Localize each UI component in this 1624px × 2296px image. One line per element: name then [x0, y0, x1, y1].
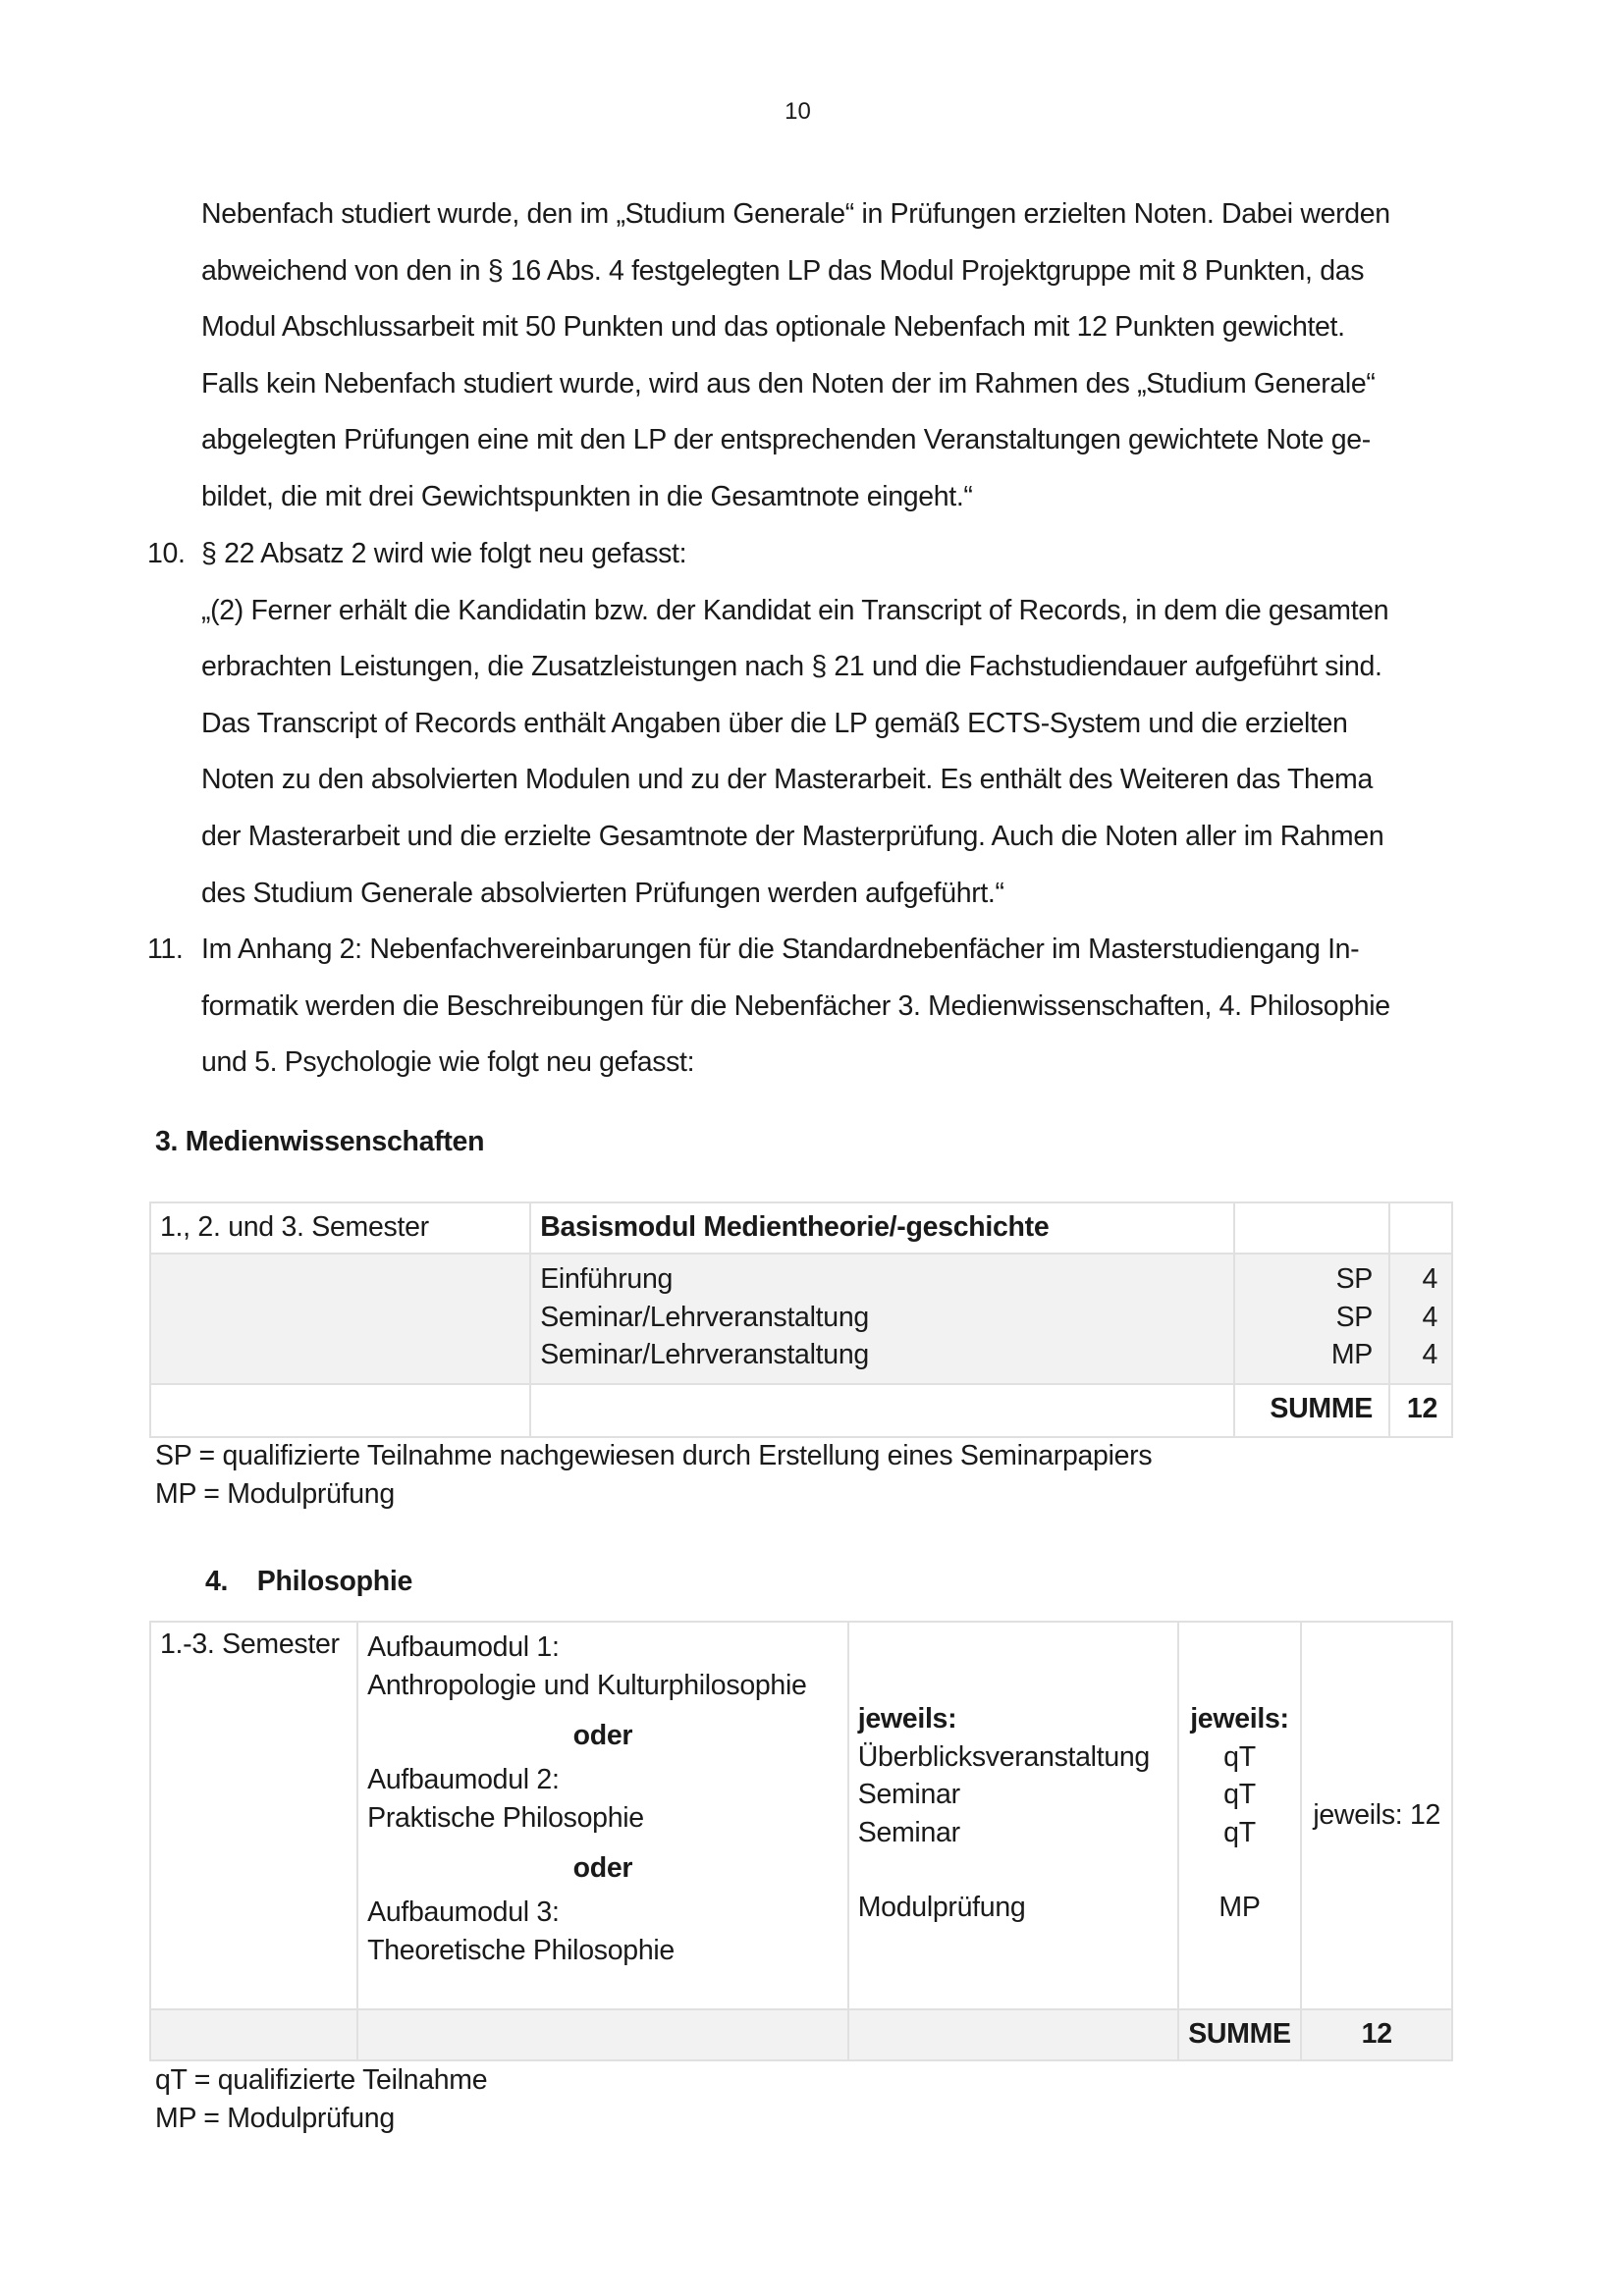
course-name: Überblicksveranstaltung	[857, 1740, 1150, 1773]
course-type-cell	[1234, 1254, 1389, 1384]
text-line: Im Anhang 2: Nebenfachvereinbarungen für die Standardnebenfächer im Masterstudiengang In-	[201, 934, 1360, 966]
course-lp: 4	[1422, 1339, 1437, 1370]
amendment-item-10	[147, 526, 1478, 922]
sum-label: SUMME	[1178, 2009, 1302, 2060]
legend-line: MP = Modulprüfung	[155, 1477, 395, 1510]
empty-cell	[530, 1384, 1234, 1437]
course-type: SP	[1335, 1263, 1373, 1295]
text-line: erbrachten Leistungen, die Zusatzleistungen nach § 21 und die Fachstudiendauer aufgeführt sind.	[201, 651, 1382, 683]
medien-legend	[155, 1437, 1152, 1513]
heading-text: Philosophie	[256, 1566, 413, 1597]
table-row	[150, 1384, 1452, 1437]
table-row	[150, 1622, 1452, 2009]
medien-table	[149, 1201, 1453, 1438]
exam-type: MP	[1218, 1892, 1261, 1923]
text-line: Das Transcript of Records enthält Angaben über die LP gemäß ECTS-System und die erzielten	[201, 707, 1348, 739]
or-label: oder	[572, 1852, 633, 1884]
courses-cell	[530, 1254, 1234, 1384]
module-name: Theoretische Philosophie	[367, 1934, 675, 1966]
course-type: qT	[1223, 1740, 1256, 1773]
sum-label: SUMME	[1234, 1384, 1389, 1437]
course-lp: 4	[1422, 1263, 1437, 1295]
body-text	[201, 187, 1478, 526]
amendment-item-11	[147, 922, 1478, 1092]
semester-cell: 1., 2. und 3. Semester	[150, 1202, 530, 1254]
text-line: und 5. Psychologie wie folgt neu gefasst:	[201, 1046, 695, 1079]
course-name: Seminar/Lehrveranstaltung	[540, 1301, 869, 1333]
philo-legend	[155, 2061, 487, 2137]
text-line: des Studium Generale absolvierten Prüfungen werden aufgeführt.“	[201, 877, 1004, 909]
course-type: qT	[1223, 1816, 1256, 1848]
empty-cell	[150, 1254, 530, 1384]
or-label: oder	[572, 1720, 633, 1751]
course-type: SP	[1335, 1301, 1373, 1333]
heading-number: 4.	[205, 1566, 229, 1597]
text-line: abgelegten Prüfungen eine mit den LP der entsprechenden Veranstaltungen gewichtete Note ge-	[201, 424, 1371, 456]
sum-value: 12	[1301, 2009, 1452, 2060]
amendment-list	[147, 526, 1478, 1092]
text-line: § 22 Absatz 2 wird wie folgt neu gefasst:	[201, 538, 687, 569]
item-number: 11.	[147, 934, 184, 966]
continuation-paragraph	[201, 187, 1478, 526]
module-label: Aufbaumodul 3:	[367, 1896, 560, 1928]
legend-line: qT = qualifizierte Teilnahme	[155, 2064, 488, 2096]
course-name: Einführung	[540, 1263, 674, 1295]
course-type: qT	[1223, 1779, 1256, 1810]
empty-cell	[1234, 1202, 1389, 1254]
text-line: der Masterarbeit und die erzielte Gesamtnote der Masterprüfung. Auch die Noten aller im Rahmen	[201, 820, 1384, 852]
text-line: Modul Abschlussarbeit mit 50 Punkten und das optionale Nebenfach mit 12 Punkten gewichtet.	[201, 311, 1345, 344]
course-name: Seminar	[857, 1779, 960, 1810]
page-number: 10	[785, 98, 811, 125]
module-title-cell: Basismodul Medientheorie/-geschichte	[530, 1202, 1234, 1254]
empty-cell	[150, 2009, 357, 2060]
section-heading-philo	[205, 1566, 412, 1598]
course-lp: 4	[1422, 1301, 1437, 1333]
text-line: „(2) Ferner erhält die Kandidatin bzw. der Kandidat ein Transcript of Records, in dem die gesamten	[201, 594, 1389, 626]
course-name: Seminar/Lehrveranstaltung	[540, 1339, 869, 1370]
text-line: bildet, die mit drei Gewichtspunkten in die Gesamtnote eingeht.“	[201, 480, 973, 512]
text-line: formatik werden die Beschreibungen für die Nebenfächer 3. Medienwissenschaften, 4. Philosophie	[201, 989, 1390, 1022]
philo-table	[149, 1621, 1453, 2061]
text-line: Falls kein Nebenfach studiert wurde, wird aus den Noten der im Rahmen des „Studium Generale“	[201, 367, 1376, 400]
empty-cell	[357, 2009, 848, 2060]
course-exam: Modulprüfung	[857, 1892, 1026, 1923]
course-type: MP	[1330, 1339, 1373, 1370]
item-number: 10.	[147, 538, 186, 569]
semester-cell: 1.-3. Semester	[150, 1622, 357, 2009]
empty-cell	[150, 1384, 530, 1437]
types-cell	[1178, 1622, 1302, 2009]
types-head: jeweils:	[1190, 1703, 1289, 1735]
sum-value: 12	[1389, 1384, 1452, 1437]
empty-cell	[848, 2009, 1178, 2060]
module-name: Anthropologie und Kulturphilosophie	[367, 1669, 807, 1701]
modules-cell	[357, 1622, 848, 2009]
table-row	[150, 1202, 1452, 1254]
legend-line: MP = Modulprüfung	[155, 2102, 395, 2134]
module-label: Aufbaumodul 2:	[367, 1764, 560, 1795]
courses-cell	[848, 1622, 1178, 2009]
text-line: Noten zu den absolvierten Modulen und zu der Masterarbeit. Es enthält des Weiteren das Thema	[201, 764, 1373, 796]
lp-cell: jeweils: 12	[1301, 1622, 1452, 2009]
table-row	[150, 2009, 1452, 2060]
legend-line: SP = qualifizierte Teilnahme nachgewiesen durch Erstellung eines Seminarpapiers	[155, 1440, 1153, 1471]
courses-head: jeweils:	[857, 1703, 957, 1735]
course-name: Seminar	[857, 1816, 960, 1848]
module-name: Praktische Philosophie	[367, 1801, 644, 1834]
table-row	[150, 1254, 1452, 1384]
module-label: Aufbaumodul 1:	[367, 1631, 560, 1663]
text-line: Nebenfach studiert wurde, den im „Studium Generale“ in Prüfungen erzielten Noten. Dabei werden	[201, 198, 1390, 230]
text-line: abweichend von den in § 16 Abs. 4 festgelegten LP das Modul Projektgruppe mit 8 Punkten, das	[201, 254, 1365, 287]
section-heading-medien: 3. Medienwissenschaften	[155, 1126, 485, 1157]
course-lp-cell	[1389, 1254, 1452, 1384]
empty-cell	[1389, 1202, 1452, 1254]
